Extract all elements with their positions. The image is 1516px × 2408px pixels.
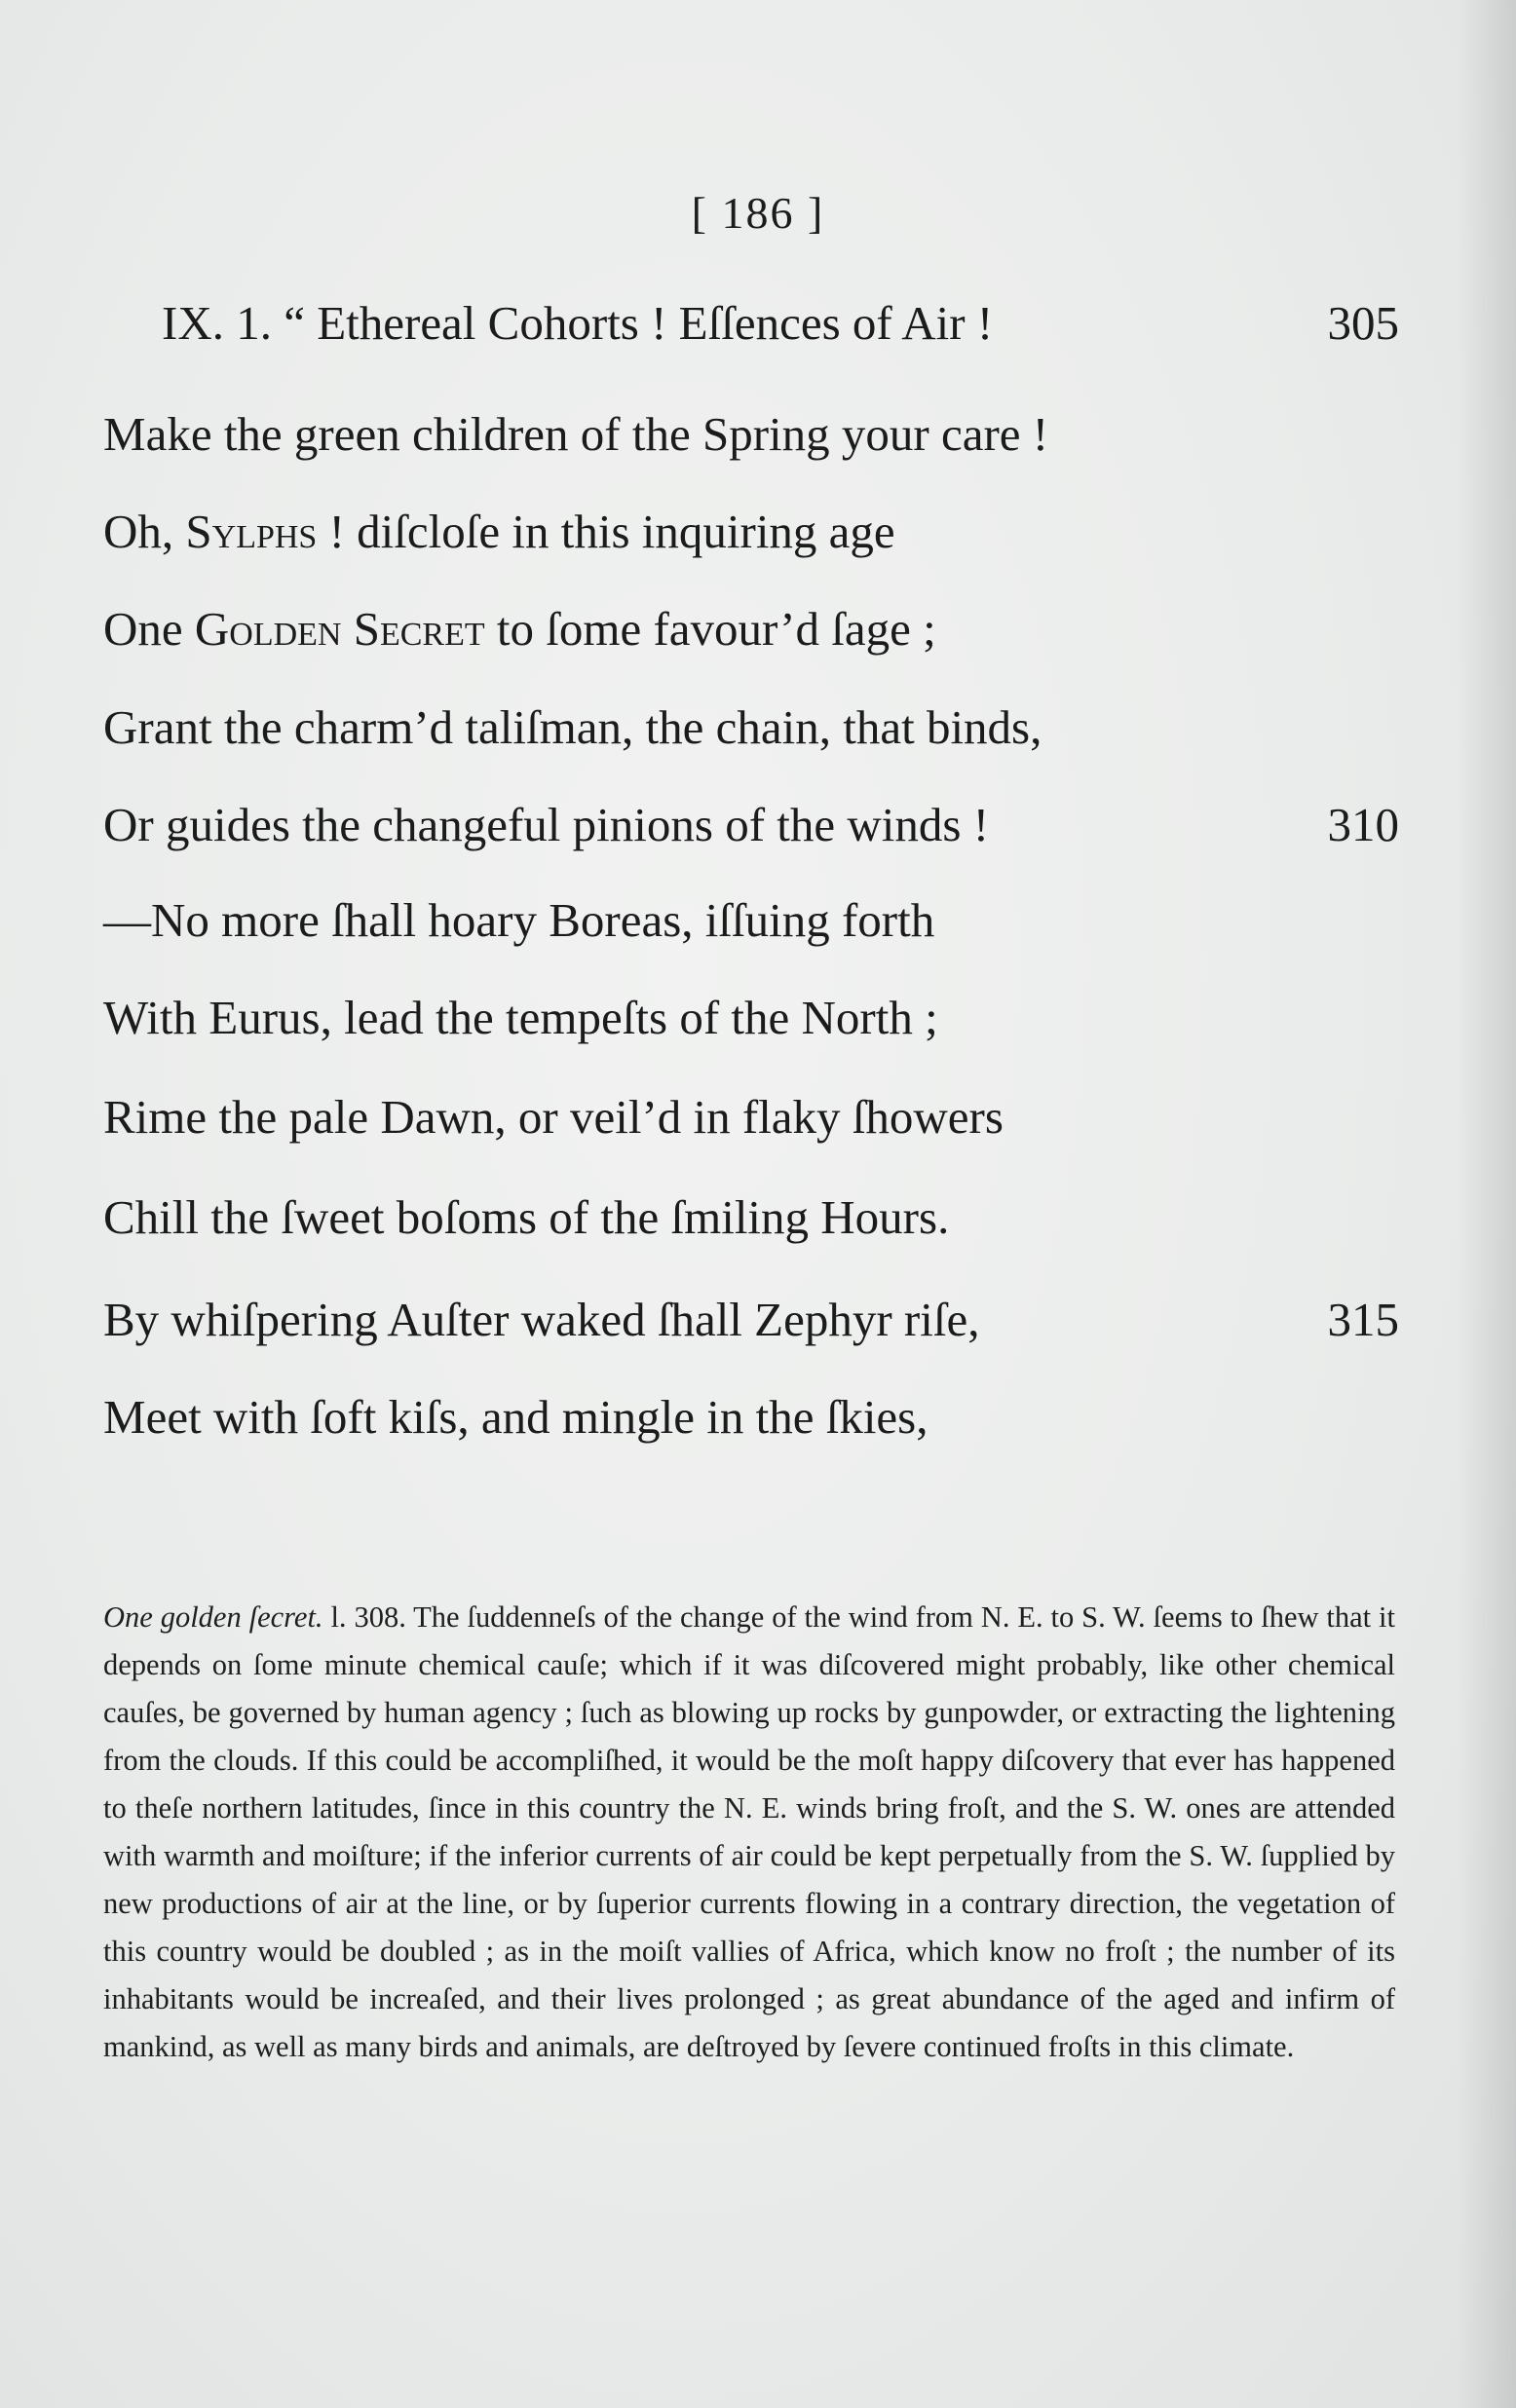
verse-text: to ſome favour’d ſage ; [484, 602, 936, 656]
verse-text: ! diſcloſe in this inquiring age [317, 505, 895, 558]
verse-line: With Eurus, lead the tempeſts of the North ; [103, 991, 938, 1044]
footnote [103, 1594, 1395, 2071]
page-number: [ 186 ] [691, 188, 825, 238]
verse-line-310: Or guides the changeful pinions of the winds ! [103, 798, 990, 851]
verse-line [103, 505, 895, 558]
footnote-body: l. 308. The ſuddenneſs of the change of the wind from N. E. to S. W. ſeems to ſhew that it depends on ſome minute chemical cauſe; which if it was diſcovered might probably, like other chemical cauſes, be governed by human agency ; ſuch as blowing up rocks by gunpowder, or extracting the lightening from the clouds. If this could be accompliſhed, it would be the moſt happy diſcovery that ever has happened to theſe northern latitudes, ſince in this country the N. E. winds bring froſt, and the S. W. ones are attended with warmth and moiſture; if the inferior currents of air could be kept perpetually from the S. W. ſupplied by new productions of air at the line, or by ſuperior currents flowing in a contrary direction, the vegetation of this country would be doubled ; as in the moiſt vallies of Africa, which know no froſt ; the number of its inhabitants would be increaſed, and their lives prolonged ; as great abundance of the aged and infirm of mankind, as well as many birds and animals, are deſtroyed by ſevere continued froſts in this climate. [103, 1600, 1395, 2063]
line-number-310: 310 [1327, 798, 1399, 851]
small-caps-text: Golden Secret [194, 602, 485, 656]
footnote-lemma: One golden ſecret. [103, 1600, 323, 1634]
verse-line-315: By whiſpering Auſter waked ſhall Zephyr riſe, [103, 1293, 980, 1346]
line-number-305: 305 [1327, 296, 1399, 350]
verse-line: Grant the charm’d taliſman, the chain, that binds, [103, 700, 1042, 754]
verse-line: —No more ſhall hoary Boreas, iſſuing forth [103, 893, 935, 947]
verse-text: Oh, [103, 505, 186, 558]
verse-line [103, 602, 936, 656]
verse-line: Meet with ſoft kiſs, and mingle in the ſkies, [103, 1390, 929, 1444]
verse-text: One [103, 602, 195, 656]
verse-line-305: IX. 1. “ Ethereal Cohorts ! Eſſences of Air ! [162, 296, 994, 350]
verse-line: Rime the pale Dawn, or veil’d in flaky ſhowers [103, 1090, 1004, 1144]
verse-line: Make the green children of the Spring your care ! [103, 407, 1049, 461]
verse-line: Chill the ſweet boſoms of the ſmiling Hours. [103, 1190, 950, 1244]
small-caps-text: Sylphs [185, 505, 318, 558]
line-number-315: 315 [1327, 1293, 1399, 1346]
